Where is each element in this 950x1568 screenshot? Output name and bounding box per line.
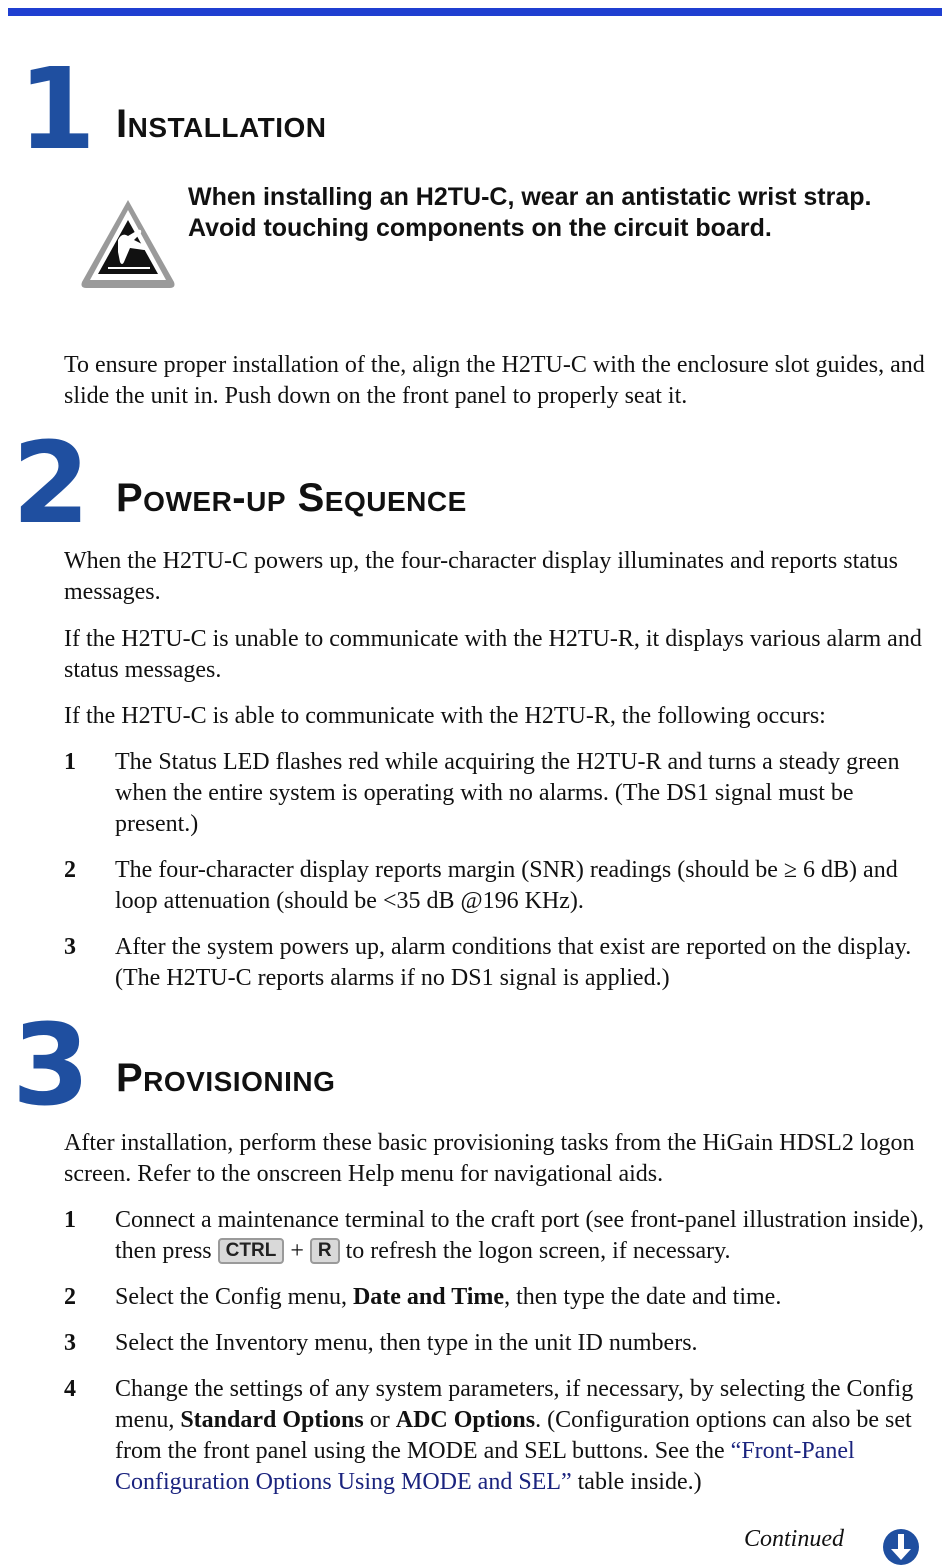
paragraph: If the H2TU-C is unable to communicate with the H2TU-R, it displays various alarm and status messages. bbox=[64, 626, 922, 683]
list-text bbox=[115, 1282, 939, 1313]
list-item bbox=[64, 747, 939, 840]
paragraph: If the H2TU-C is able to communicate with the H2TU-R, the following occurs: bbox=[64, 703, 826, 729]
list-number: 3 bbox=[64, 934, 76, 960]
list-item bbox=[64, 932, 939, 994]
plus-sign: + bbox=[290, 1238, 304, 1264]
table-reference-link[interactable]: “Front-Panel Configuration Options Using MODE and SEL” bbox=[115, 1438, 855, 1495]
list-item bbox=[64, 1374, 939, 1498]
list-item bbox=[64, 855, 939, 917]
text-run: . (Configuration options can also be set from the front panel using the MODE and SEL buttons. See the bbox=[115, 1407, 912, 1464]
list-text: The Status LED flashes red while acquiring the H2TU-R and turns a steady green when the entire system is operating with no alarms. (The DS1 signal must be present.) bbox=[115, 749, 900, 837]
menu-name: Date and Time bbox=[352, 1284, 505, 1310]
section-title: Provisioning bbox=[116, 1056, 336, 1100]
top-rule bbox=[8, 8, 942, 16]
continued-label: Continued bbox=[744, 1526, 844, 1552]
list-number: 3 bbox=[64, 1330, 76, 1356]
paragraph: To ensure proper installation of the, align the H2TU-C with the enclosure slot guides, and slide the unit in. Push down on the front panel to properly seat it. bbox=[64, 352, 925, 409]
list-item bbox=[64, 1205, 939, 1267]
text-run: table inside.) bbox=[577, 1469, 702, 1495]
paragraph: When the H2TU-C powers up, the four-character display illuminates and reports status messages. bbox=[64, 548, 898, 605]
list-number: 1 bbox=[64, 749, 76, 775]
warning-text bbox=[188, 182, 928, 244]
text-run: to refresh the logon screen, if necessary. bbox=[345, 1238, 731, 1264]
paragraph: After installation, perform these basic provisioning tasks from the HiGain HDSL2 logon screen. Refer to the onscreen Help menu for navigational aids. bbox=[64, 1130, 915, 1187]
list-number: 2 bbox=[64, 857, 76, 883]
list-item bbox=[64, 1282, 939, 1313]
continue-arrow-icon[interactable] bbox=[882, 1528, 920, 1566]
text-run: , then type the date and time. bbox=[504, 1284, 782, 1310]
list-item bbox=[64, 1328, 939, 1359]
warning-line: Avoid touching components on the circuit board. bbox=[188, 214, 772, 242]
list-text: The four-character display reports margin (SNR) readings (should be ≥ 6 dB) and loop attenuation (should be <35 dB @196 KHz). bbox=[115, 857, 898, 914]
list-text: Select the Inventory menu, then type in the unit ID numbers. bbox=[115, 1330, 698, 1356]
list-number: 4 bbox=[64, 1376, 76, 1402]
list-text: After the system powers up, alarm conditions that exist are reported on the display. (The H2TU-C reports alarms if no DS1 signal is applied.) bbox=[115, 934, 912, 991]
ctrl-key: CTRL bbox=[218, 1238, 285, 1264]
list-text bbox=[115, 1374, 939, 1498]
section-title: Power-up Sequence bbox=[116, 476, 467, 520]
section-number: 2 bbox=[12, 419, 86, 549]
text-run: Connect a maintenance terminal to the craft port (see front-panel illustration inside), then press bbox=[115, 1207, 925, 1264]
section-title: Installation bbox=[116, 102, 327, 146]
section-number: 3 bbox=[12, 1001, 86, 1131]
menu-name: ADC Options bbox=[395, 1407, 536, 1433]
text-run: Change the settings of any system parameters, if necessary, by selecting the Config menu, bbox=[115, 1376, 914, 1433]
text-run: Select the Config menu, bbox=[115, 1284, 347, 1310]
section-number: 1 bbox=[18, 45, 92, 175]
warning-line: When installing an H2TU-C, wear an antistatic wrist strap. bbox=[188, 183, 872, 211]
menu-name: Standard Options bbox=[180, 1407, 364, 1433]
text-run: or bbox=[369, 1407, 390, 1433]
r-key: R bbox=[310, 1238, 340, 1264]
list-number: 1 bbox=[64, 1207, 76, 1233]
esd-warning-icon bbox=[78, 196, 178, 292]
list-text bbox=[115, 1205, 939, 1267]
list-number: 2 bbox=[64, 1284, 76, 1310]
